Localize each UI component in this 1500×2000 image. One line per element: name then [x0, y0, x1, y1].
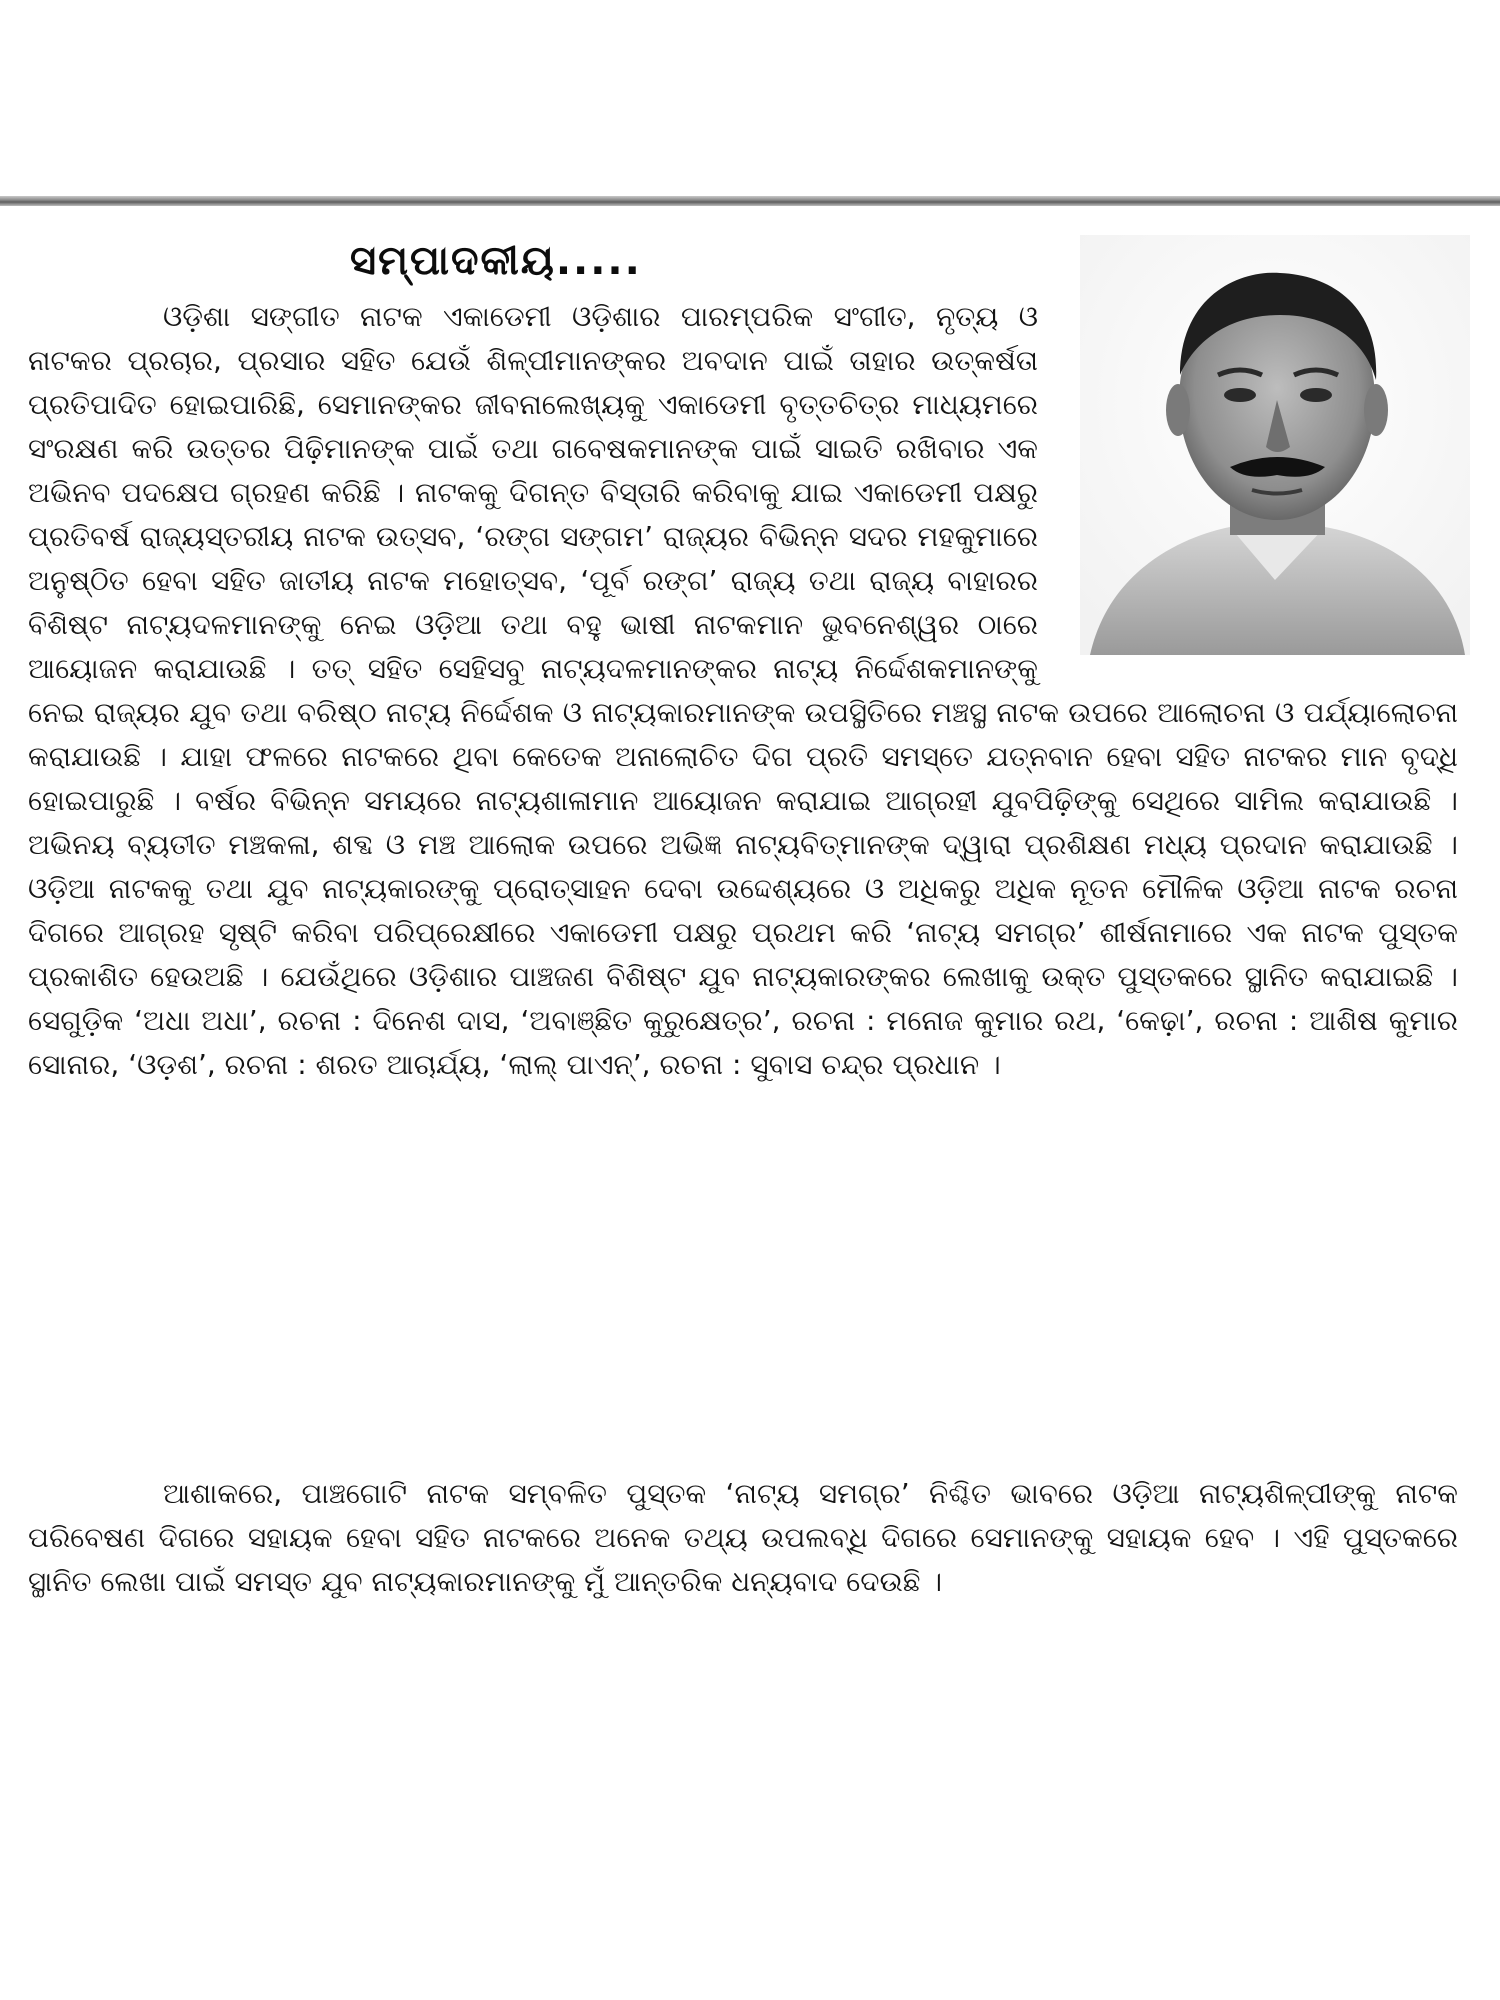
paragraph-1-text: ଓଡ଼ିଶା ସଙ୍ଗୀତ ନାଟକ ଏକାଡେମୀ ଓଡ଼ିଶାର ପାରମ୍ପରିକ ସଂଗୀତ, ନୃତ୍ୟ ଓ ନାଟକର ପ୍ରଚାର, ପ୍ରସାର ସହିତ ଯେଉଁ ଶିଳ୍ପୀମାନଙ୍କର ଅବଦାନ ପାଇଁ ତାହାର ଉତ୍କର୍ଷତା ପ୍ରତିପାଦିତ ହୋଇପାରିଛି, ସେମାନଙ୍କର ଜୀବନାଲେଖ୍ୟକୁ ଏକାଡେମୀ ବୃତ୍ତଚିତ୍ର ମାଧ୍ୟମରେ ସଂରକ୍ଷଣ କରି ଉତ୍ତର ପିଢ଼ିମାନଙ୍କ ପାଇଁ ତଥା ଗବେଷକମାନଙ୍କ ପାଇଁ ସାଇତି ରଖିବାର ଏକ ଅଭିନବ ପଦକ୍ଷେପ ଗ୍ରହଣ କରିଛି । ନାଟକକୁ ଦିଗନ୍ତ ବିସ୍ତାରି କରିବାକୁ ଯାଇ ଏକାଡେମୀ ପକ୍ଷରୁ ପ୍ରତିବର୍ଷ ରାଜ୍ୟସ୍ତରୀୟ ନାଟକ ଉତ୍ସବ, ‘ରଙ୍ଗ ସଙ୍ଗମ’ ରାଜ୍ୟର ବିଭିନ୍ନ ସଦର ମହକୁମାରେ ଅନୁଷ୍ଠିତ ହେବା ସହିତ ଜାତୀୟ ନାଟକ ମହୋତ୍ସବ, ‘ପୂର୍ବ ରଙ୍ଗ’ ରାଜ୍ୟ ତଥା ରାଜ୍ୟ ବାହାରର ବିଶିଷ୍ଟ ନାଟ୍ୟଦଳମାନଙ୍କୁ ନେଇ ଓଡ଼ିଆ ତଥା ବହୁ ଭାଷୀ ନାଟକମାନ ଭୁବନେଶ୍ୱର ଠାରେ ଆୟୋଜନ କରାଯାଉଛି । ତତ୍ ସହିତ ସେହିସବୁ ନାଟ୍ୟଦଳମାନଙ୍କର ନାଟ୍ୟ ନିର୍ଦ୍ଦେଶକମାନଙ୍କୁ ନେଇ ରାଜ୍ୟର ଯୁବ ତଥା ବରିଷ୍ଠ ନାଟ୍ୟ ନିର୍ଦ୍ଦେଶକ ଓ ନାଟ୍ୟକାରମାନଙ୍କ ଉପସ୍ଥିତିରେ ମଞ୍ଚସ୍ଥ ନାଟକ ଉପରେ ଆଲୋଚନା ଓ ପର୍ଯ୍ୟାଲୋଚନା କରାଯାଉଛି । ଯାହା ଫଳରେ ନାଟକରେ ଥିବା କେତେକ ଅନାଲୋଚିତ ଦିଗ ପ୍ରତି ସମସ୍ତେ ଯତ୍ନବାନ ହେବା ସହିତ ନାଟକର ମାନ ବୃଦ୍ଧି ହୋଇପାରୁଛି । ବର୍ଷର ବିଭିନ୍ନ ସମୟରେ ନାଟ୍ୟଶାଳାମାନ ଆୟୋଜନ କରାଯାଇ ଆଗ୍ରହୀ ଯୁବପିଢ଼ିଙ୍କୁ ସେଥିରେ ସାମିଲ କରାଯାଉଛି । ଅଭିନୟ ବ୍ୟତୀତ ମଞ୍ଚକଳା, ଶବ୍ଦ ଓ ମଞ୍ଚ ଆଲୋକ ଉପରେ ଅଭିଜ୍ଞ ନାଟ୍ୟବିତ୍‌ମାନଙ୍କ ଦ୍ୱାରା ପ୍ରଶିକ୍ଷଣ ମଧ୍ୟ ପ୍ରଦାନ କରାଯାଉଛି । ଓଡ଼ିଆ ନାଟକକୁ ତଥା ଯୁବ ନାଟ୍ୟକାରଙ୍କୁ ପ୍ରୋତ୍ସାହନ ଦେବା ଉଦ୍ଦେଶ୍ୟରେ ଓ ଅଧିକରୁ ଅଧିକ ନୂତନ ମୌଳିକ ଓଡ଼ିଆ ନାଟକ ରଚନା ଦିଗରେ ଆଗ୍ରହ ସୃଷ୍ଟି କରିବା ପରିପ୍ରେକ୍ଷୀରେ ଏକାଡେମୀ ପକ୍ଷରୁ ପ୍ରଥମ କରି ‘ନାଟ୍ୟ ସମଗ୍ର’ ଶୀର୍ଷନାମାରେ ଏକ ନାଟକ ପୁସ୍ତକ ପ୍ରକାଶିତ ହେଉଅଛି । ଯେଉଁଥିରେ ଓଡ଼ିଶାର ପାଞ୍ଚଜଣ ବିଶିଷ୍ଟ ଯୁବ ନାଟ୍ୟକାରଙ୍କର ଲେଖାକୁ ଉକ୍ତ ପୁସ୍ତକରେ ସ୍ଥାନିତ କରାଯାଇଛି । ସେଗୁଡ଼ିକ ‘ଅଧା ଅଧା’, ରଚନା : ଦିନେଶ ଦାସ, ‘ଅବାଞ୍ଛିତ କୁରୁକ୍ଷେତ୍ର’, ରଚନା : ମନୋଜ କୁମାର ରଥ, ‘କେଢ଼ା’, ରଚନା : ଆଶିଷ କୁମାର ସୋନାର, ‘ଓଡ଼ଶ’, ରଚନା : ଶରତ ଆଚାର୍ଯ୍ୟ, ‘ଲାଲ୍ ପାଏନ୍’, ରଚନା : ସୁବାସ ଚନ୍ଦ୍ର ପ୍ରଧାନ । [28, 300, 1458, 1081]
photo-wrap-space [1038, 295, 1458, 670]
top-rule [0, 196, 1500, 206]
paragraph-1 [28, 295, 1458, 1087]
page-title: ସମ୍ପାଦକୀୟ..... [350, 238, 642, 284]
paragraph-2 [28, 1472, 1458, 1604]
paragraph-2-text: ଆଶାକରେ, ପାଞ୍ଚଗୋଟି ନାଟକ ସମ୍ବଳିତ ପୁସ୍ତକ ‘ନାଟ୍ୟ ସମଗ୍ର’ ନିଶ୍ଚିତ ଭାବରେ ଓଡ଼ିଆ ନାଟ୍ୟଶିଳ୍ପୀଙ୍କୁ ନାଟକ ପରିବେଷଣ ଦିଗରେ ସହାୟକ ହେବା ସହିତ ନାଟକରେ ଅନେକ ତଥ୍ୟ ଉପଲବ୍ଧି ଦିଗରେ ସେମାନଙ୍କୁ ସହାୟକ ହେବ । ଏହି ପୁସ୍ତକରେ ସ୍ଥାନିତ ଲେଖା ପାଇଁ ସମସ୍ତ ଯୁବ ନାଟ୍ୟକାରମାନଙ୍କୁ ମୁଁ ଆନ୍ତରିକ ଧନ୍ୟବାଦ ଦେଉଛି । [28, 1477, 1458, 1598]
